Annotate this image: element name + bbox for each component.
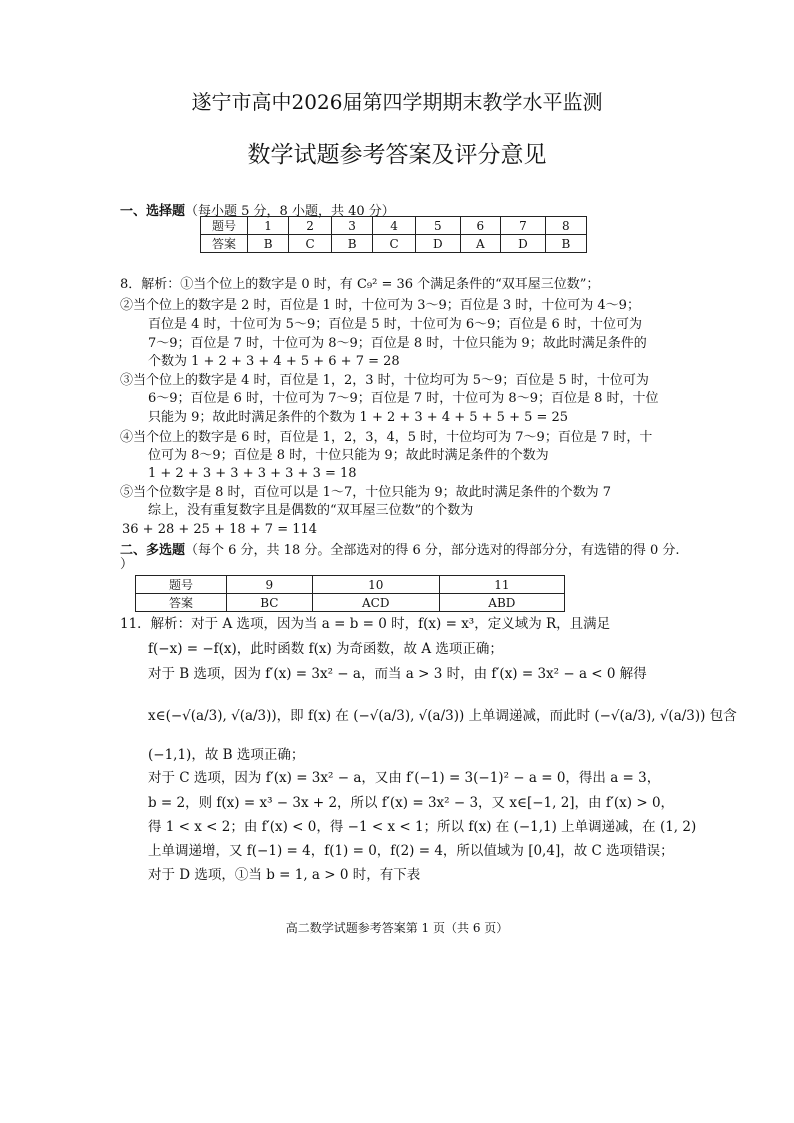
question-number: 11: [439, 576, 564, 594]
section2-title: 二、多选题: [120, 543, 186, 558]
solution-line: 6～9；百位是 6 时，十位可为 7～9；百位是 7 时，十位可为 8～9；百位是 8 时，十位: [148, 391, 659, 406]
solution-line: f(−x) = −f(x)，此时函数 f(x) 为奇函数，故 A 选项正确；: [148, 641, 503, 657]
solution-line: ④当个位上的数字是 6 时，百位是 1，2，3，4，5 时，十位均可为 7～9；百位是 7 时，十: [120, 430, 653, 445]
answer-cell: B: [545, 235, 586, 253]
answer-cell: BC: [227, 594, 313, 612]
solution-line: 36 + 28 + 25 + 18 + 7 = 114: [122, 522, 318, 537]
section2-heading: [120, 539, 680, 558]
table-label: 答案: [136, 594, 227, 612]
answer-key-title: 数学试题参考答案及评分意见: [247, 142, 547, 168]
question-number: 3: [331, 217, 372, 235]
question-number: 2: [289, 217, 332, 235]
question-number: 8: [545, 217, 586, 235]
question-number: 7: [501, 217, 546, 235]
solution-line: 1 + 2 + 3 + 3 + 3 + 3 + 3 = 18: [148, 466, 357, 481]
solution-line: 11．解析：对于 A 选项，因为当 a = b = 0 时，f(x) = x³，定义域为 R，且满足: [120, 616, 611, 632]
solution-line: 得 1 < x < 2；由 f′(x) < 0，得 −1 < x < 1；所以 f(x) 在 (−1,1) 上单调递减，在 (1, 2): [148, 819, 697, 835]
solution-line: x∈(−√(a/3), √(a/3))，即 f(x) 在 (−√(a/3), √(a/3)) 上单调递减，而此时 (−√(a/3), √(a/3)) 包含: [148, 708, 737, 724]
solution-line: b = 2，则 f(x) = x³ − 3x + 2，所以 f′(x) = 3x² − 3，又 x∈[−1, 2]，由 f′(x) > 0，: [148, 795, 675, 811]
question-number: 6: [460, 217, 501, 235]
solution-line: ⑤当个位数字是 8 时，百位可以是 1～7，十位只能为 9；故此时满足条件的个数为 7: [120, 485, 612, 500]
answer-cell: C: [373, 235, 416, 253]
question-number: 9: [227, 576, 313, 594]
answer-cell: ABD: [439, 594, 564, 612]
answer-cell: ACD: [312, 594, 439, 612]
section1-note: （每小题 5 分，8 小题，共 40 分）: [185, 204, 395, 219]
solution-line: ②当个位上的数字是 2 时，百位是 1 时，十位可为 3～9；百位是 3 时，十位可为 4～9；: [120, 298, 640, 313]
solution-line: 位可为 8～9；百位是 8 时，十位只能为 9；故此时满足条件的个数为: [148, 448, 549, 463]
exam-title: 遂宁市高中2026届第四学期期末教学水平监测: [191, 90, 603, 114]
section2-note-continued: ）: [120, 557, 134, 572]
solution-line: 对于 D 选项，①当 b = 1, a > 0 时，有下表: [148, 867, 421, 883]
table-label: 题号: [201, 217, 248, 235]
question-number: 5: [415, 217, 460, 235]
solution-line: 综上，没有重复数字且是偶数的“双耳屋三位数”的个数为: [148, 503, 474, 518]
solution-line: ③当个位上的数字是 4 时，百位是 1，2，3 时，十位均可为 5～9；百位是 5 时，十位可为: [120, 373, 649, 388]
solution-line: 个数为 1 + 2 + 3 + 4 + 5 + 6 + 7 = 28: [148, 354, 400, 369]
table-label: 答案: [201, 235, 248, 253]
solution-line: 对于 C 选项，因为 f′(x) = 3x² − a，又由 f′(−1) = 3(−1)² − a = 0，得出 a = 3，: [148, 770, 661, 786]
question-number: 4: [373, 217, 416, 235]
page-footer: 高二数学试题参考答案第 1 页（共 6 页）: [285, 921, 509, 935]
single-choice-answer-table: [200, 216, 587, 253]
question-number: 10: [312, 576, 439, 594]
solution-line: 上单调递增，又 f(−1) = 4，f(1) = 0，f(2) = 4，所以值域为 [0,4]，故 C 选项错误；: [148, 843, 674, 859]
answer-cell: C: [289, 235, 332, 253]
multi-choice-answer-table: [135, 575, 565, 612]
answer-cell: B: [248, 235, 289, 253]
answer-cell: B: [331, 235, 372, 253]
solution-line: 8．解析：①当个位上的数字是 0 时，有 C₉² = 36 个满足条件的“双耳屋三位数”；: [120, 277, 600, 292]
solution-line: (−1,1)，故 B 选项正确；: [148, 747, 305, 763]
table-label: 题号: [136, 576, 227, 594]
answer-cell: A: [460, 235, 501, 253]
solution-line: 百位是 4 时，十位可为 5～9；百位是 5 时，十位可为 6～9；百位是 6 时，十位可为: [148, 317, 642, 332]
section1-title: 一、选择题: [120, 204, 186, 219]
answer-cell: D: [501, 235, 546, 253]
question-number: 1: [248, 217, 289, 235]
solution-line: 7～9；百位是 7 时，十位可为 8～9；百位是 8 时，十位只能为 9；故此时满足条件的: [148, 336, 647, 351]
solution-line: 对于 B 选项，因为 f′(x) = 3x² − a，而当 a > 3 时，由 f′(x) = 3x² − a < 0 解得: [148, 666, 647, 682]
solution-line: 只能为 9；故此时满足条件的个数为 1 + 2 + 3 + 4 + 5 + 5 + 5 = 25: [148, 410, 569, 425]
answer-cell: D: [415, 235, 460, 253]
section2-note: （每个 6 分，共 18 分。全部选对的得 6 分，部分选对的得部分分，有选错的得 0 分.: [185, 543, 680, 558]
